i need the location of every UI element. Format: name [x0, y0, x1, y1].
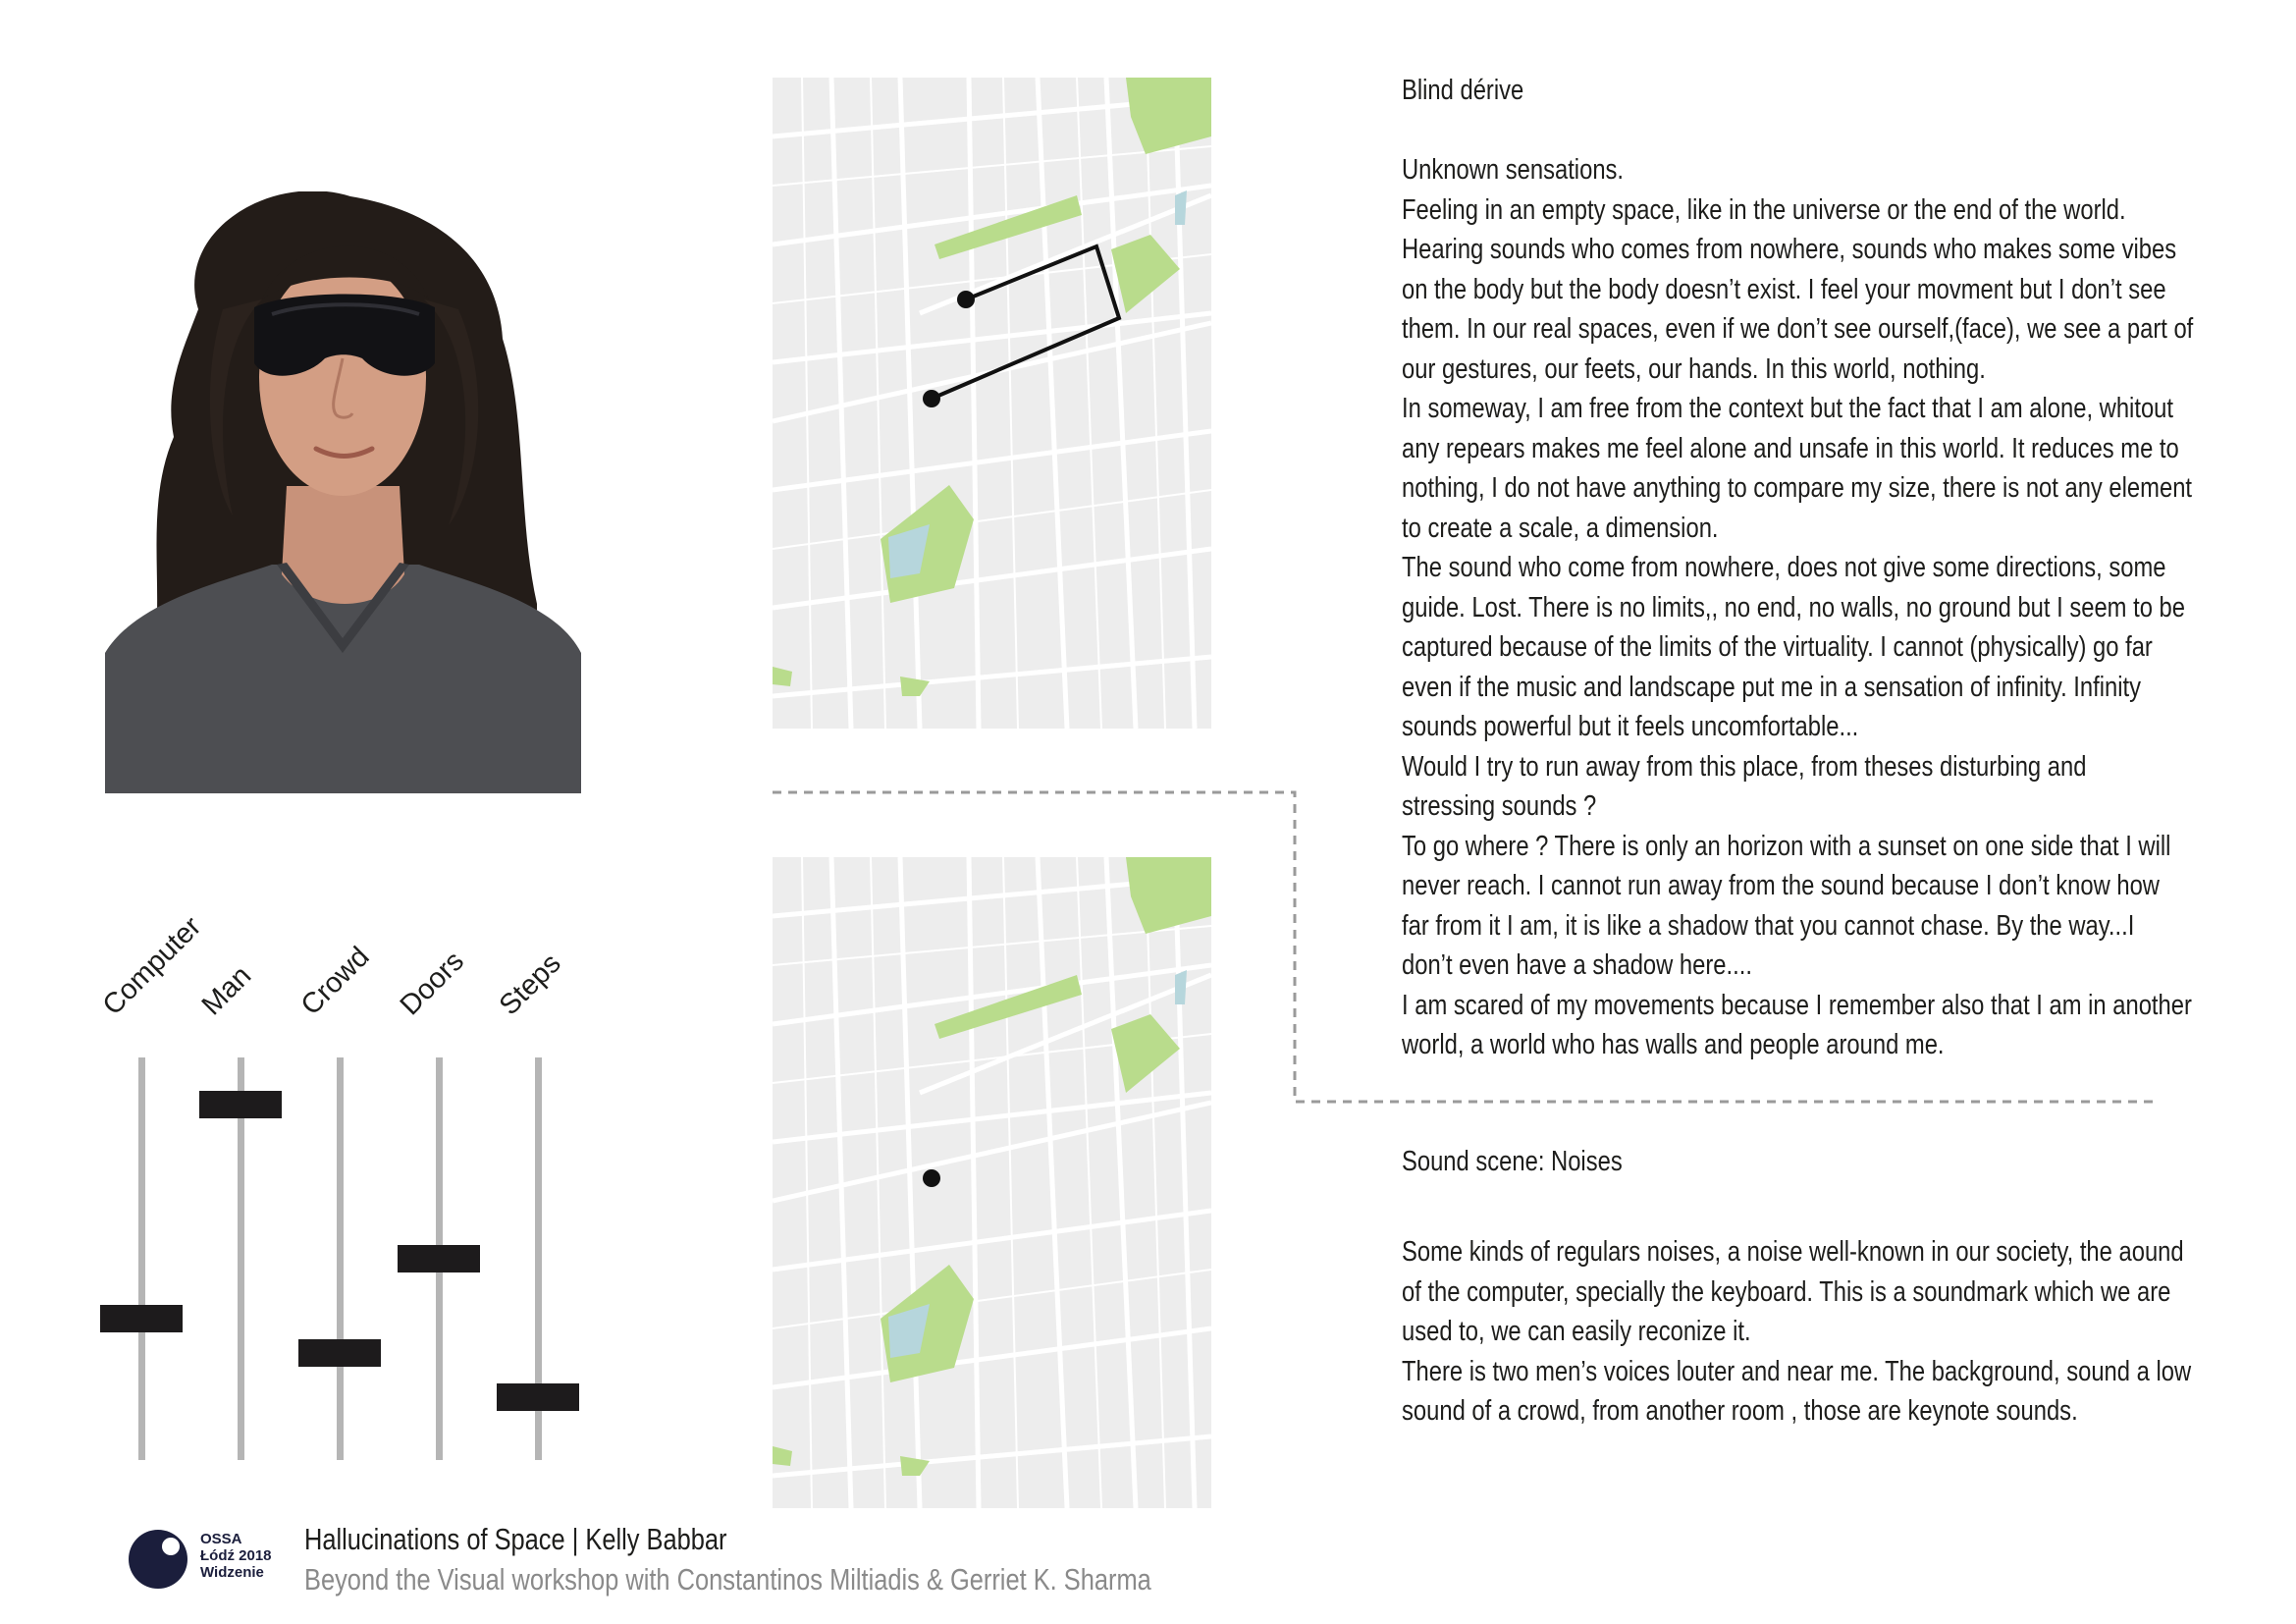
slider-knob-computer[interactable] [100, 1305, 183, 1332]
logo-line-2: Łódź 2018 [200, 1547, 272, 1564]
text-line: on the body but the body doesn’t exist. I feel your movment but I don’t see [1402, 273, 2166, 305]
map-position [773, 857, 1211, 1508]
text-line: sound of a crowd, from another room , those are keynote sounds. [1402, 1395, 2078, 1427]
text-line: sounds powerful but it feels uncomfortable... [1402, 711, 1859, 742]
text-line: even if the music and landscape put me in a sensation of infinity. Infinity [1402, 671, 2142, 703]
text-line: Some kinds of regulars noises, a noise well-known in our society, the aound [1402, 1236, 2184, 1268]
text-line: far from it I am, it is like a shadow that you cannot chase. By the way...I [1402, 909, 2135, 942]
text-line: guide. Lost. There is no limits,, no end, no walls, no ground but I seem to be [1402, 591, 2185, 623]
logo-line-1: OSSA [200, 1531, 242, 1547]
footer-title: Hallucinations of Space | Kelly Babbar [304, 1522, 727, 1556]
slider-label-man: Man [195, 959, 258, 1022]
text-line: to create a scale, a dimension. [1402, 512, 1719, 544]
slider-knob-doors[interactable] [398, 1245, 480, 1272]
portrait-image [105, 191, 581, 793]
text-line: To go where ? There is only an horizon with a sunset on one side that I will [1402, 830, 2171, 862]
text-line: nothing, I do not have anything to compare my size, there is not any element [1402, 472, 2193, 504]
text-line: don’t even have a shadow here.... [1402, 949, 1752, 981]
text-line: used to, we can easily reconize it. [1402, 1316, 1751, 1347]
text-line: Would I try to run away from this place, from theses disturbing and [1402, 750, 2087, 783]
text-line: never reach. I cannot run away from the sound because I don’t know how [1402, 870, 2160, 901]
slider-knob-steps[interactable] [497, 1383, 579, 1411]
slider-label-steps: Steps [493, 947, 567, 1022]
ossa-logo [126, 1527, 283, 1596]
sound-mixer [96, 910, 609, 1473]
text-line: Unknown sensations. [1402, 154, 1625, 186]
logo-line-3: Widzenie [200, 1564, 264, 1581]
text-line: world, a world who has walls and people around me. [1402, 1029, 1945, 1060]
slider-track-computer[interactable] [138, 1057, 145, 1460]
footer-subtitle: Beyond the Visual workshop with Constantinos Miltiadis & Gerriet K. Sharma [304, 1562, 1151, 1597]
slider-track-crowd[interactable] [337, 1057, 344, 1460]
blind-derive-title: Blind dérive [1402, 75, 1524, 106]
text-line: In someway, I am free from the context but the fact that I am alone, whitout [1402, 393, 2174, 424]
sound-scene-title: Sound scene: Noises [1402, 1146, 1623, 1177]
text-line: There is two men’s voices louter and near me. The background, sound a low [1402, 1355, 2192, 1387]
text-line: captured because of the limits of the virtuality. I cannot (physically) go far [1402, 631, 2153, 663]
text-line: The sound who come from nowhere, does not give some directions, some [1402, 552, 2166, 583]
slider-knob-man[interactable] [199, 1091, 282, 1118]
text-line: them. In our real spaces, even if we don’t see ourself,(face), we see a part of [1402, 313, 2194, 345]
slider-label-computer: Computer [96, 910, 208, 1022]
slider-label-crowd: Crowd [294, 941, 376, 1022]
text-line: Hearing sounds who comes from nowhere, sounds who makes some vibes [1402, 234, 2177, 265]
blind-derive-text [1402, 150, 2194, 1065]
map-route [773, 78, 1211, 729]
text-line: of the computer, specially the keyboard. This is a soundmark which we are [1402, 1275, 2171, 1308]
text-line: any repears makes me feel alone and unsafe in this world. It reduces me to [1402, 432, 2179, 464]
text-line: I am scared of my movements because I remember also that I am in another [1402, 989, 2192, 1021]
sound-scene-text [1402, 1232, 2192, 1432]
slider-label-doors: Doors [394, 945, 470, 1022]
slider-knob-crowd[interactable] [298, 1339, 381, 1367]
text-line: stressing sounds ? [1402, 790, 1597, 822]
text-line: our gestures, our feets, our hands. In this world, nothing. [1402, 352, 1986, 385]
text-line: Feeling in an empty space, like in the universe or the end of the world. [1402, 193, 2126, 226]
ossa-logo-mark [126, 1527, 190, 1592]
